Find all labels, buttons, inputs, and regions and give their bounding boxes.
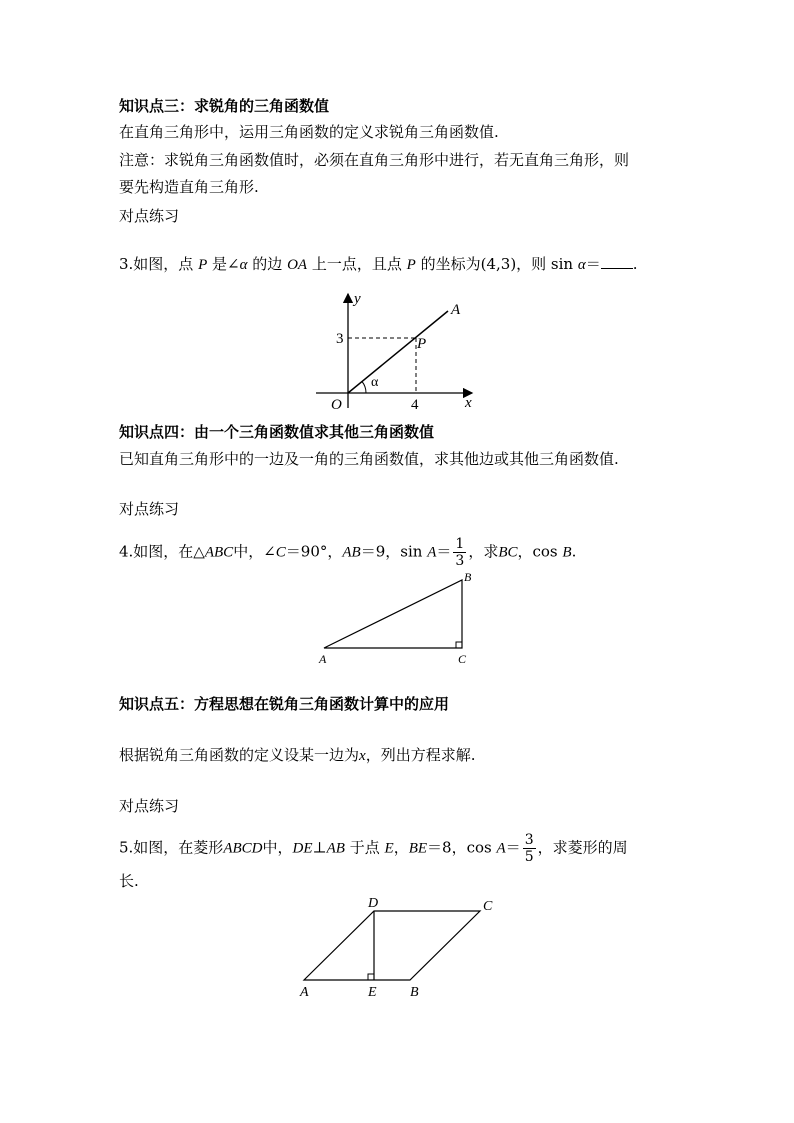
q4-text-5: ＝ <box>436 542 452 561</box>
kp3-line2: 注意：求锐角三角函数值时，必须在直角三角形中进行，若无直角三角形，则 <box>119 151 630 169</box>
q5-abcd: ABCD <box>223 840 263 857</box>
kp4-line1: 已知直角三角形中的一边及一角的三角函数值，求其他边或其他三角函数值. <box>119 450 619 468</box>
q4-text-4: ＝9，sin <box>360 542 423 561</box>
label-c: C <box>458 652 467 666</box>
q5-text-5: ＝8，cos <box>427 838 492 857</box>
question-5 <box>119 832 628 865</box>
q3-text-7: . <box>632 255 638 273</box>
practice-label-3: 对点练习 <box>119 797 180 815</box>
answer-blank[interactable] <box>601 254 633 269</box>
q3-text-1: 3.如图，点 <box>119 255 194 273</box>
q5-text-4: ， <box>393 838 409 857</box>
q3-point-p: P <box>198 257 208 273</box>
q3-oa: OA <box>287 257 308 273</box>
kp3-line3: 要先构造直角三角形. <box>119 178 259 196</box>
label-3: 3 <box>336 331 344 347</box>
q5-text-1: 5.如图，在菱形 <box>119 838 224 857</box>
label-c: C <box>483 899 493 914</box>
q3-text-3: 的边 <box>252 255 283 273</box>
q5-text-2: 中， <box>262 838 293 857</box>
practice-label-1: 对点练习 <box>119 207 180 225</box>
q3-text-2: 是∠ <box>212 255 240 273</box>
label-e: E <box>368 985 377 1000</box>
kp5-text-2: ，列出方程求解. <box>365 746 476 764</box>
label-4: 4 <box>411 397 419 413</box>
figure-coordinate-angle <box>310 290 480 415</box>
label-b: B <box>464 570 472 584</box>
kp3-title: 知识点三：求锐角的三角函数值 <box>119 97 330 115</box>
label-a: A <box>451 302 461 318</box>
ray-oa <box>348 311 448 393</box>
q3-text-5: 的坐标为(4,3)，则 sin <box>420 255 574 273</box>
q5-be: BE <box>408 840 428 857</box>
figure-rhombus <box>296 893 506 1003</box>
q3-point-p-2: P <box>406 257 416 273</box>
q5-denominator: 5 <box>524 849 534 865</box>
kp5-line1 <box>119 744 475 767</box>
question-4 <box>119 536 576 569</box>
right-angle-mark <box>368 974 374 980</box>
q4-text-2: 中，∠ <box>233 542 276 561</box>
label-a: A <box>300 985 309 1000</box>
angle-arc <box>362 382 366 394</box>
triangle-abc <box>324 580 462 648</box>
figure-right-triangle <box>316 570 476 665</box>
practice-label-2: 对点练习 <box>119 500 180 518</box>
q4-denominator: 3 <box>455 553 465 569</box>
q4-text-7: ，cos <box>517 542 558 561</box>
q5-e: E <box>384 840 394 857</box>
label-alpha: α <box>371 375 379 390</box>
kp5-text-1: 根据锐角三角函数的定义设某一边为 <box>119 746 360 764</box>
question-3 <box>119 253 638 276</box>
q5-ab: AB <box>326 840 345 857</box>
label-a: A <box>319 652 327 666</box>
q5-text-6: ＝ <box>505 838 521 857</box>
label-p: P <box>417 336 427 352</box>
q5-perp: ⊥ <box>312 838 327 857</box>
kp5-title: 知识点五：方程思想在锐角三角函数计算中的应用 <box>119 695 450 713</box>
kp4-title: 知识点四：由一个三角函数值求其他三角函数值 <box>119 423 435 441</box>
right-angle-mark <box>456 642 462 648</box>
q5-numerator: 3 <box>524 832 534 848</box>
q5-fraction <box>523 832 536 865</box>
label-y: y <box>354 291 361 307</box>
label-b: B <box>410 985 419 1000</box>
label-d: D <box>368 896 379 911</box>
q5-de: DE <box>292 840 313 857</box>
q5-text-3: 于点 <box>349 838 380 857</box>
kp5-x: x <box>359 748 366 764</box>
q3-text-6: ＝ <box>585 255 601 273</box>
q3-alpha: α <box>239 257 248 273</box>
q4-abc: ABC <box>204 544 234 561</box>
q4-text-6: ，求 <box>468 542 499 561</box>
q5-a: A <box>496 840 506 857</box>
q4-a: A <box>427 544 437 561</box>
q4-ab: AB <box>342 544 361 561</box>
label-x: x <box>465 395 472 411</box>
label-o: O <box>331 397 342 413</box>
q4-text-1: 4.如图，在△ <box>119 542 205 561</box>
rhombus-abcd <box>304 911 480 980</box>
q5-line2: 长. <box>119 872 139 890</box>
q4-numerator: 1 <box>455 536 465 552</box>
kp3-line1: 在直角三角形中，运用三角函数的定义求锐角三角函数值. <box>119 123 499 141</box>
q4-c: C <box>275 544 286 561</box>
q4-text-8: . <box>571 542 577 561</box>
q3-text-4: 上一点，且点 <box>311 255 402 273</box>
q4-bc: BC <box>498 544 518 561</box>
q4-fraction <box>453 536 466 569</box>
q4-text-3: ＝90°， <box>285 542 343 561</box>
q3-alpha-2: α <box>577 257 586 273</box>
q4-b: B <box>562 544 572 561</box>
q5-text-7: ，求菱形的周 <box>537 838 628 857</box>
